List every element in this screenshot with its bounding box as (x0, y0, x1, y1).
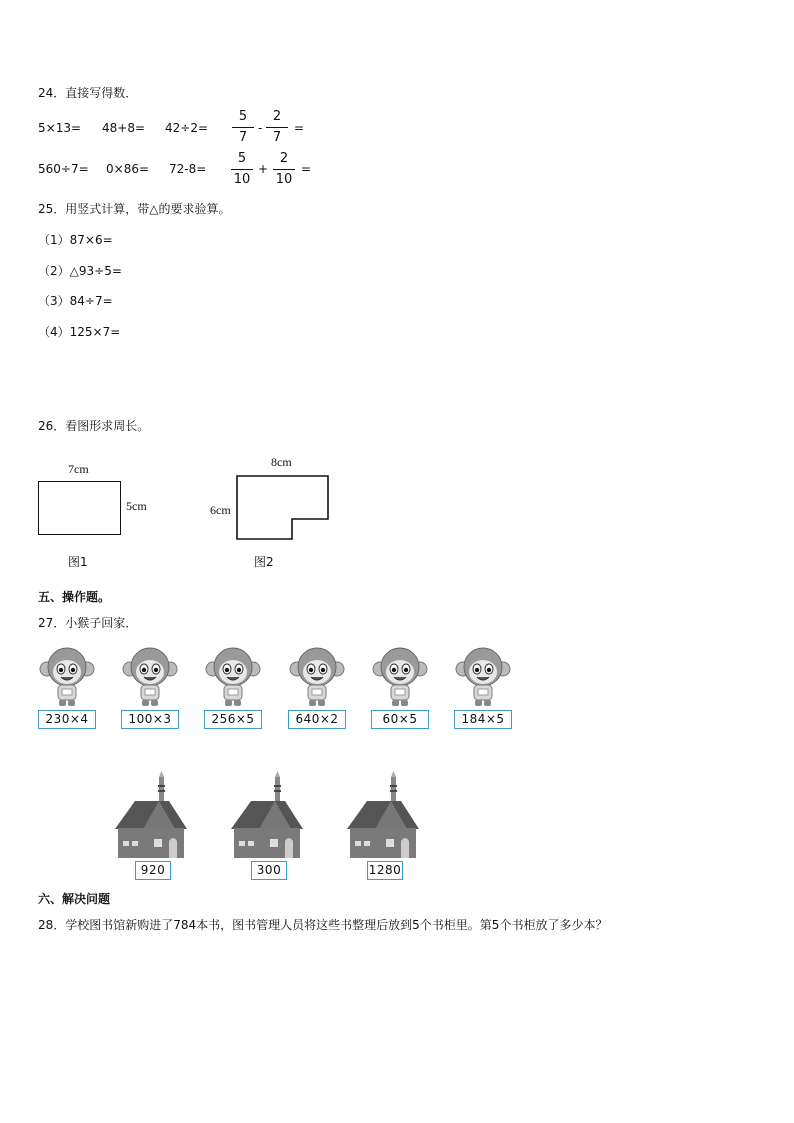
q24-expr-6: 72-8= (169, 162, 207, 176)
section6-heading: 六、解决问题 (38, 892, 111, 906)
fraction-numerator: 5 (238, 109, 248, 124)
minus-sign: - (258, 121, 263, 135)
q24-expr-2: 48+8= (102, 121, 146, 135)
monkey-expression-label: 256×5 (204, 710, 262, 729)
house-icon (231, 771, 303, 859)
fraction-denominator: 7 (238, 130, 248, 145)
house-icon (115, 771, 187, 859)
monkey-icon (204, 645, 262, 707)
fraction-5-10 (231, 150, 253, 189)
fig2-left-label: 6cm (210, 503, 231, 517)
fraction-numerator: 5 (237, 151, 247, 166)
q24-expr-4: 560÷7= (38, 162, 89, 176)
figure2-l-shape (236, 475, 330, 541)
q28-title: 28．学校图书馆新购进了784本书，图书管理人员将这些书整理后放到5个书柜里。第5个书柜放了多少本？ (38, 918, 608, 932)
fraction-denominator: 10 (233, 172, 251, 187)
q24-expr-5: 0×86= (106, 162, 150, 176)
fraction-2-10 (273, 150, 295, 189)
q25-title: 25．用竖式计算，带△的要求验算。 (38, 202, 231, 216)
fig1-caption: 图1 (68, 555, 88, 569)
house-number-label: 1280 (367, 861, 403, 880)
equals-sign: = (301, 162, 312, 176)
monkey-icon (121, 645, 179, 707)
section5-heading: 五、操作题。 (38, 590, 111, 604)
q27-title: 27．小猴子回家． (38, 616, 138, 630)
q25-item-1: （1）87×6= (38, 233, 113, 247)
monkey-expression-label: 230×4 (38, 710, 96, 729)
fraction-5-7 (232, 108, 254, 147)
monkey-expression-label: 640×2 (288, 710, 346, 729)
equals-sign: = (294, 121, 305, 135)
q25-item-3: （3）84÷7= (38, 294, 113, 308)
fig2-caption: 图2 (254, 555, 274, 569)
fraction-numerator: 2 (272, 109, 282, 124)
q24-title: 24．直接写得数． (38, 86, 138, 100)
monkey-icon (454, 645, 512, 707)
monkey-expression-label: 60×5 (371, 710, 429, 729)
q25-item-2: （2）△93÷5= (38, 264, 122, 278)
monkey-expression-label: 100×3 (121, 710, 179, 729)
q26-title: 26．看图形求周长。 (38, 419, 150, 433)
house-icon (347, 771, 419, 859)
house-number-label: 920 (135, 861, 171, 880)
monkey-icon (371, 645, 429, 707)
house-number-label: 300 (251, 861, 287, 880)
fraction-2-7 (266, 108, 288, 147)
monkey-expression-label: 184×5 (454, 710, 512, 729)
monkey-icon (38, 645, 96, 707)
q24-expr-1: 5×13= (38, 121, 82, 135)
q25-item-4: （4）125×7= (38, 325, 121, 339)
fraction-denominator: 7 (272, 130, 282, 145)
fraction-denominator: 10 (275, 172, 293, 187)
fraction-numerator: 2 (279, 151, 289, 166)
fig1-top-label: 7cm (68, 462, 89, 476)
q24-expr-3: 42÷2= (165, 121, 209, 135)
fig2-top-label: 8cm (271, 455, 292, 469)
figure1-rectangle (38, 481, 121, 535)
plus-sign: + (258, 162, 269, 176)
fig1-right-label: 5cm (126, 499, 147, 513)
monkey-icon (288, 645, 346, 707)
